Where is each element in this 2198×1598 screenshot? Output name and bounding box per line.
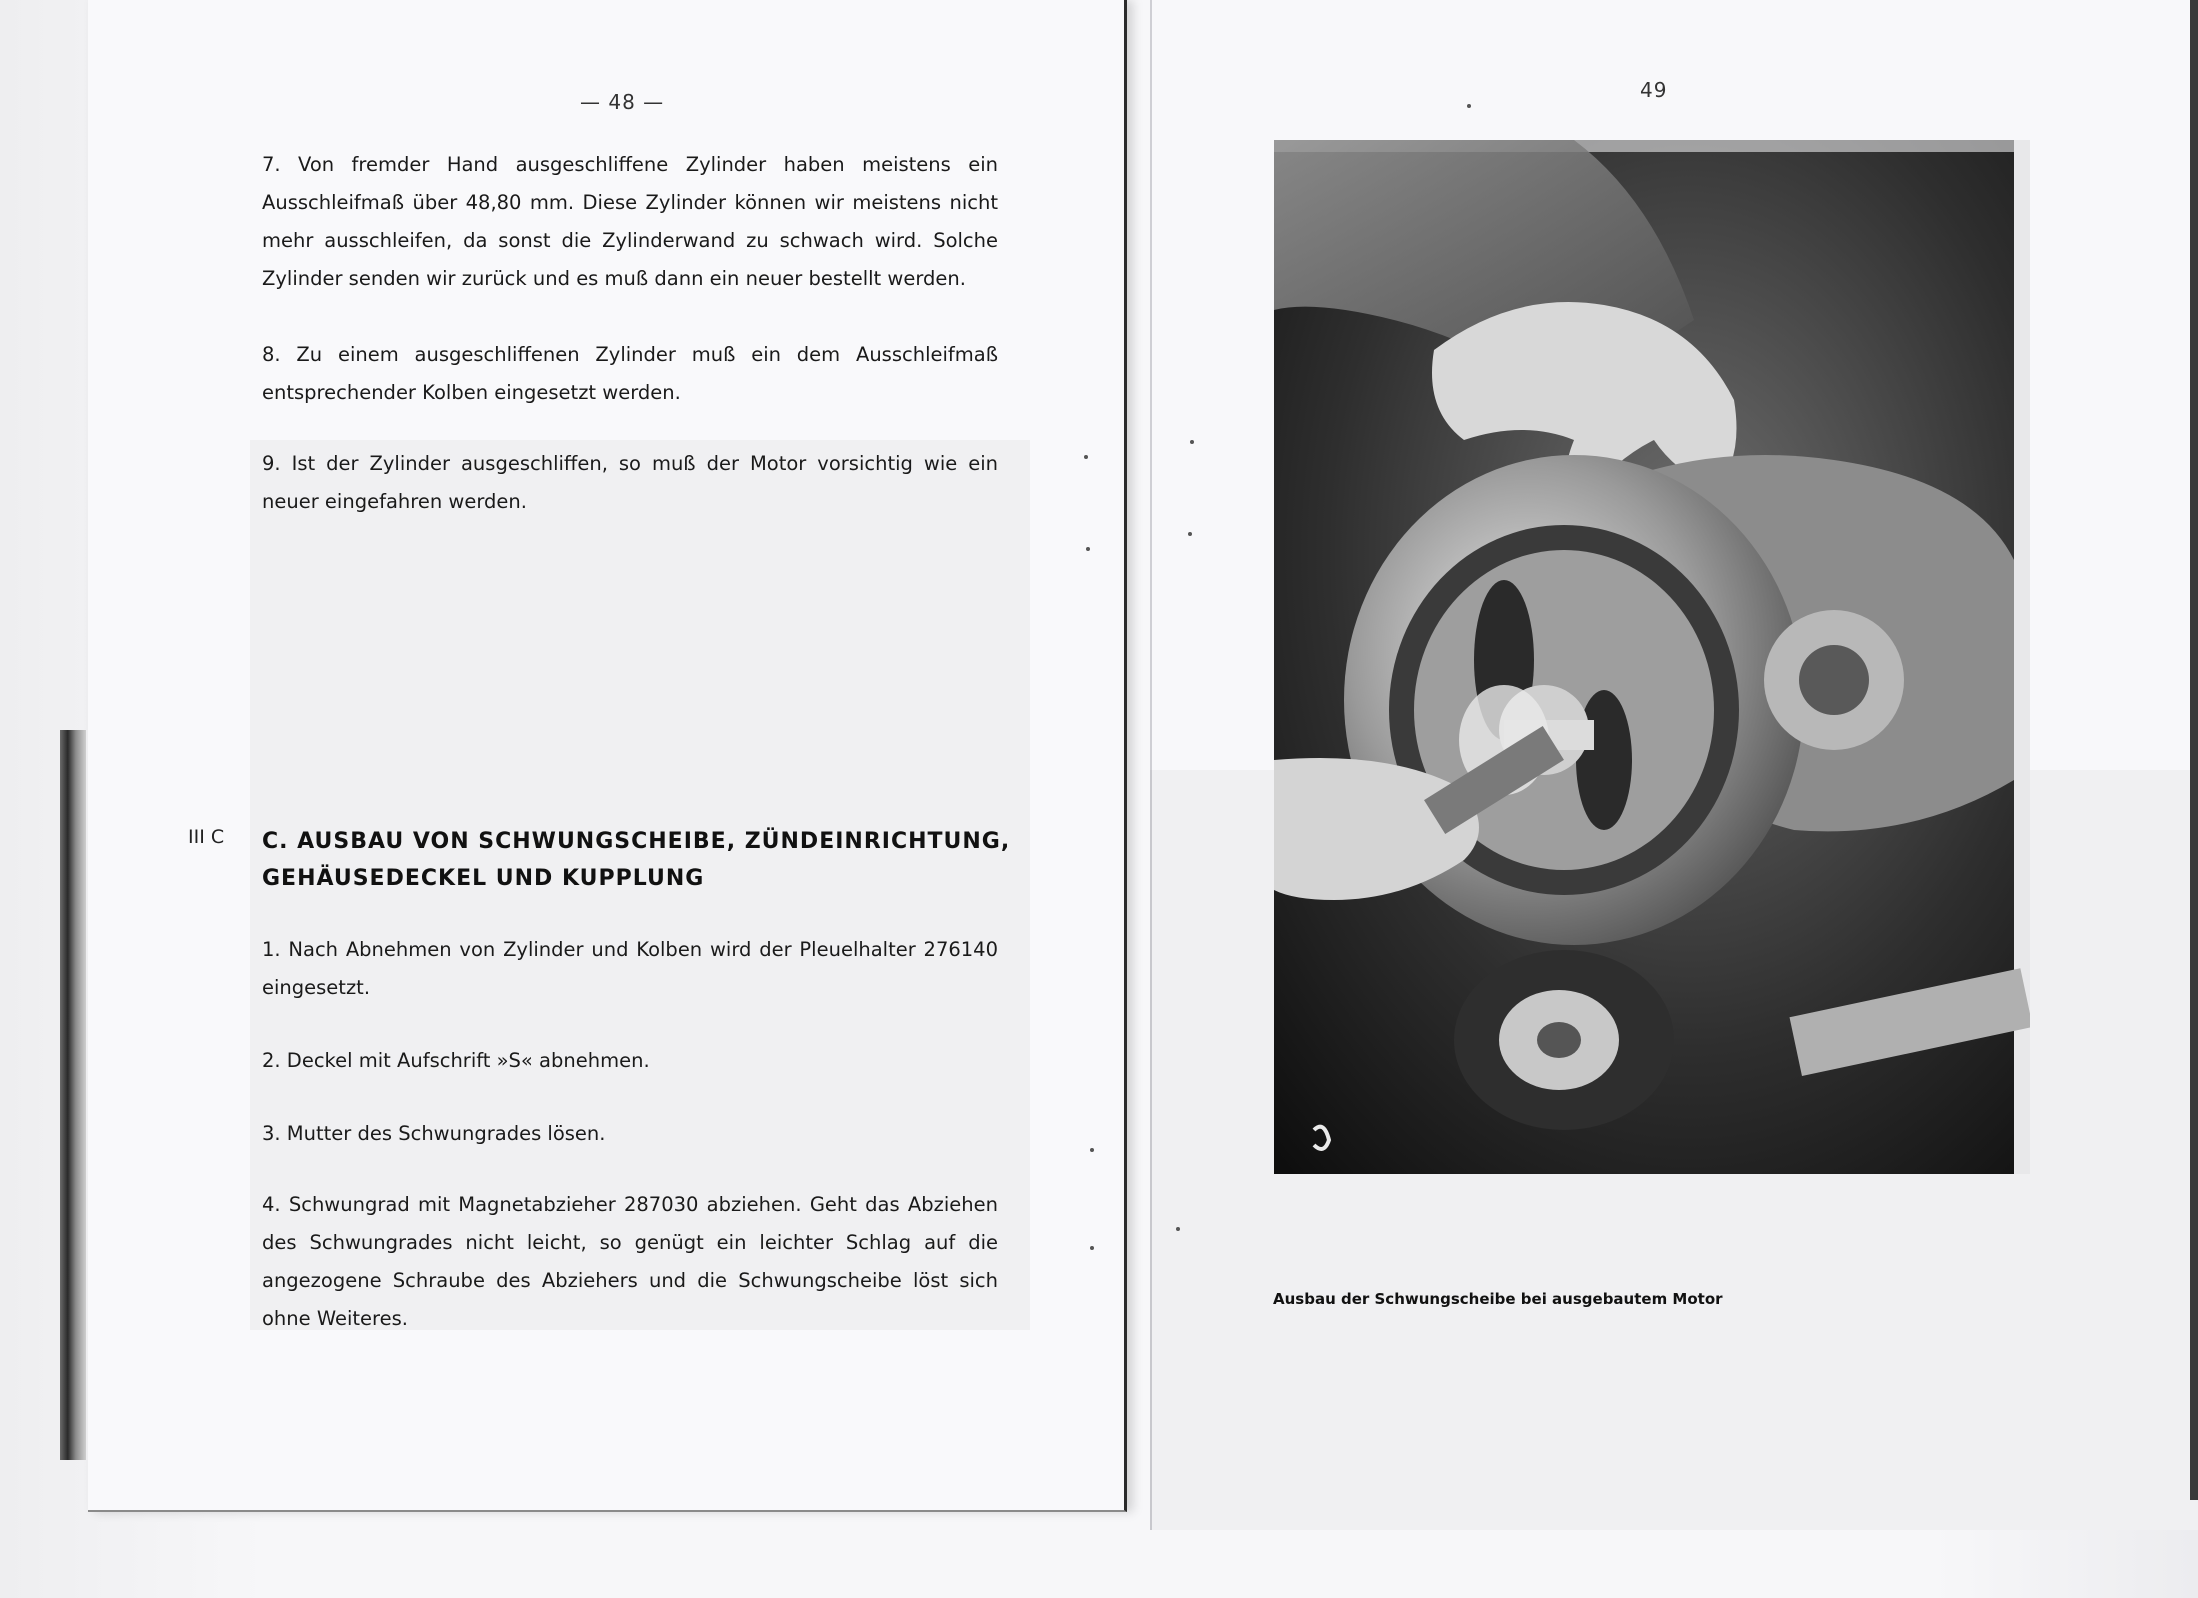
book-page-edge	[60, 730, 86, 1460]
step-2: 2. Deckel mit Aufschrift »S« abnehmen.	[262, 1049, 650, 1072]
scan-speck	[1467, 104, 1471, 108]
scan-speck	[1176, 1227, 1180, 1231]
step-1: 1. Nach Abnehmen von Zylinder und Kolben wird der Pleuelhalter 276140 eingesetzt.	[262, 938, 998, 999]
scan-speck	[1190, 440, 1194, 444]
right-page-number: 49	[1640, 78, 1668, 102]
paragraph-9: 9. Ist der Zylinder ausgeschliffen, so muß der Motor vorsichtig wie ein neuer eingefahren werden.	[262, 452, 998, 513]
scan-speck	[1090, 1148, 1094, 1152]
scan-speck	[1084, 455, 1088, 459]
section-heading-line-2: GEHÄUSEDECKEL UND KUPPLUNG	[262, 866, 705, 891]
section-heading	[262, 823, 1022, 897]
step-4: 4. Schwungrad mit Magnetabzieher 287030 abziehen. Geht das Abziehen des Schwungrades nicht leicht, so genügt ein leichter Schlag auf die angezogene Schraube des Abziehers und die Schwungscheibe löst sich ohne Weiteres.	[262, 1193, 998, 1330]
engine-flywheel-photo	[1274, 140, 2030, 1174]
photo-illustration	[1274, 140, 2030, 1174]
scan-speck	[1188, 532, 1192, 536]
photo-caption: Ausbau der Schwungscheibe bei ausgebautem Motor	[1273, 1290, 1723, 1308]
right-page-edge	[2190, 0, 2198, 1500]
paragraph-8: 8. Zu einem ausgeschliffenen Zylinder muß ein dem Ausschleifmaß entsprechender Kolben eingesetzt werden.	[262, 343, 998, 404]
section-margin-tag: III C	[188, 826, 225, 848]
scan-speck	[1086, 547, 1090, 551]
left-page-number: — 48 —	[580, 90, 665, 114]
section-heading-line-1: C. AUSBAU VON SCHWUNGSCHEIBE, ZÜNDEINRICHTUNG,	[262, 829, 1011, 854]
scan-speck	[1090, 1246, 1094, 1250]
paragraph-7: 7. Von fremder Hand ausgeschliffene Zylinder haben meistens ein Ausschleifmaß über 48,80 mm. Diese Zylinder können wir meistens nicht mehr ausschleifen, da sonst die Zylinderwand zu schwach wird. Solche Zylinder senden wir zurück und es muß dann ein neuer bestellt werden.	[262, 153, 998, 290]
step-3: 3. Mutter des Schwungrades lösen.	[262, 1122, 606, 1145]
